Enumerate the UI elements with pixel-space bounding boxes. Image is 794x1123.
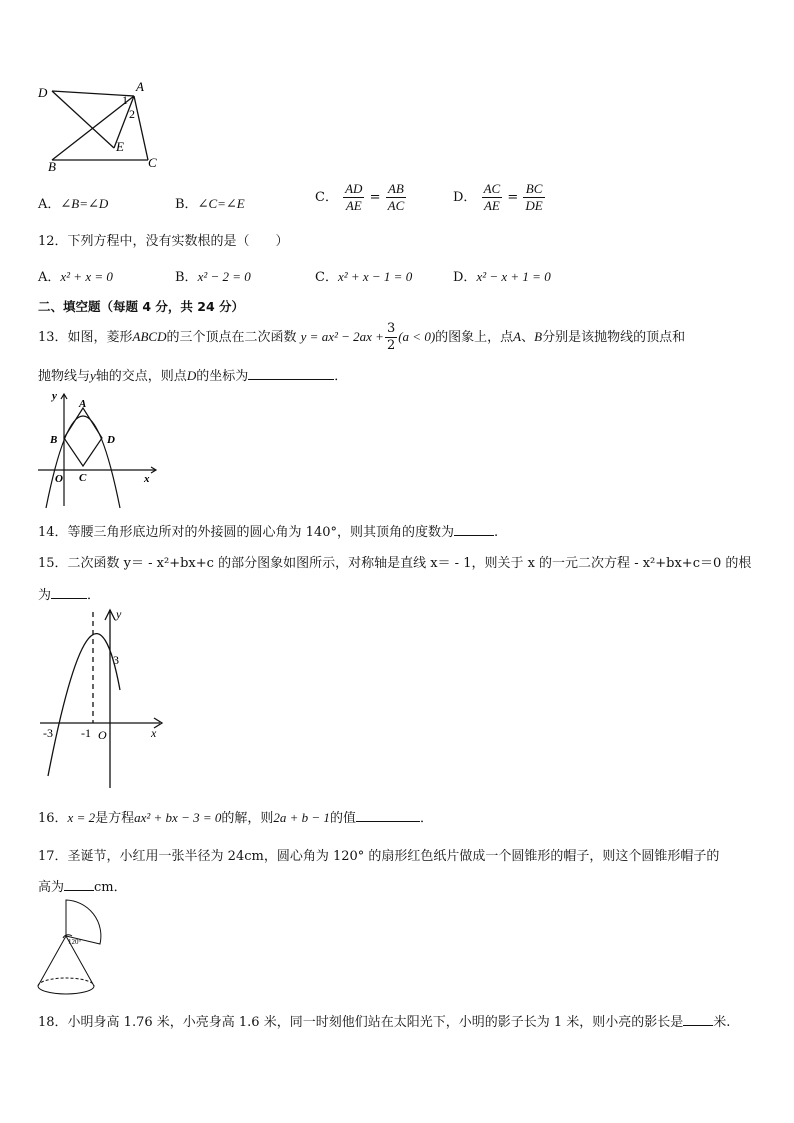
q17-line2: 高为 cm． [38, 876, 127, 895]
rhombus-ABCD [64, 408, 102, 466]
sector-cone-figure-q17 [34, 898, 124, 1000]
q12-option-c[interactable]: C．x² + x − 1 = 0 [315, 269, 413, 285]
q13-line2: 抛物线与y轴的交点，则点D的坐标为 ． [38, 365, 347, 384]
fraction-ac-ae: $\frac{AC}{AE}$ [483, 181, 501, 213]
rhombus-parabola-figure-q13 [34, 386, 164, 512]
fraction-ab-ac: $\frac{AB}{AC}$ [387, 181, 405, 213]
parabola-curve [48, 634, 120, 776]
q11-option-a[interactable]: A．∠B=∠D [38, 196, 109, 212]
label-C: C [148, 155, 157, 170]
label-O: O [98, 728, 107, 742]
label-O: O [55, 473, 63, 485]
q16-text: 16．x = 2是方程ax² + bx − 3 = 0的解，则2a + b − 1的值 ． [38, 807, 433, 826]
q11-option-d[interactable]: D． $\frac{AC}{AE}$ = $\frac{BC}{DE}$ [453, 181, 543, 213]
answer-blank-q14[interactable] [454, 521, 494, 536]
q13-line1: 13．如图，菱形ABCD的三个顶点在二次函数 y = ax² − 2ax + $\frac{3}{2}$ (a < 0)的图象上，点A、B分别是该抛物线的顶点和 [38, 321, 686, 353]
label-C: C [79, 472, 87, 484]
q12-stem: 12．下列方程中，没有实数根的是（ ） [38, 234, 289, 249]
label-B: B [48, 159, 56, 174]
q17-line1: 17．圣诞节，小红用一张半径为 24cm，圆心角为 120° 的扇形红色纸片做成一个圆锥形的帽子，则这个圆锥形帽子的 [38, 849, 720, 864]
label-neg3: -3 [43, 726, 53, 740]
answer-blank-q16[interactable] [356, 807, 420, 822]
fraction-3-2: $\frac{3}{2}$ [386, 321, 396, 353]
label-angle-120: 120° [68, 938, 82, 946]
label-x: x [151, 726, 157, 740]
label-y: y [116, 607, 122, 621]
section-heading-fill-in: 二、填空题（每题 4 分，共 24 分） [38, 299, 245, 314]
q12-option-a[interactable]: A．x² + x = 0 [38, 269, 113, 285]
label-y: y [52, 390, 57, 402]
triangle-figure-q11 [36, 78, 166, 174]
q11-option-c[interactable]: C． $\frac{AD}{AE}$ = $\frac{AB}{AC}$ [315, 181, 405, 213]
parabola-figure-q15 [36, 604, 170, 792]
label-B: B [50, 434, 58, 446]
label-3: 3 [113, 653, 119, 667]
answer-blank-q15[interactable] [51, 584, 87, 599]
label-angle-2: 2 [129, 107, 135, 121]
q11-option-b[interactable]: B．∠C=∠E [175, 196, 245, 212]
label-A: A [79, 398, 87, 410]
label-x: x [144, 473, 150, 485]
answer-blank-q18[interactable] [683, 1011, 713, 1026]
label-D: D [38, 85, 48, 100]
q14-text: 14．等腰三角形底边所对的外接圆的圆心角为 140°，则其顶角的度数为 . [38, 521, 498, 540]
label-D: D [107, 434, 115, 446]
label-A: A [136, 79, 144, 94]
parabola-curve [46, 416, 120, 508]
q18-text: 18．小明身高 1.76 米，小亮身高 1.6 米，同一时刻他们站在太阳光下，小明的影子长为 1 米，则小亮的影长是 米. [38, 1011, 730, 1030]
fraction-ad-ae: $\frac{AD}{AE}$ [345, 181, 363, 213]
cone-base-back [38, 978, 94, 986]
label-E: E [116, 139, 124, 154]
q15-line2: 为 ． [38, 584, 100, 603]
q12-option-d[interactable]: D．x² − x + 1 = 0 [453, 269, 551, 285]
cone-base-front [38, 986, 94, 994]
q15-line1: 15．二次函数 y＝ - x²+bx+c 的部分图象如图所示，对称轴是直线 x＝ - 1，则关于 x 的一元二次方程 - x²+bx+c＝0 的根 [38, 556, 752, 571]
answer-blank-q17[interactable] [64, 876, 94, 891]
label-neg1: -1 [81, 726, 91, 740]
line-AC [134, 96, 148, 160]
fraction-bc-de: $\frac{BC}{DE}$ [525, 181, 543, 213]
q12-option-b[interactable]: B．x² − 2 = 0 [175, 269, 251, 285]
label-angle-1: 1 [122, 93, 128, 107]
answer-blank-q13[interactable] [248, 365, 334, 380]
